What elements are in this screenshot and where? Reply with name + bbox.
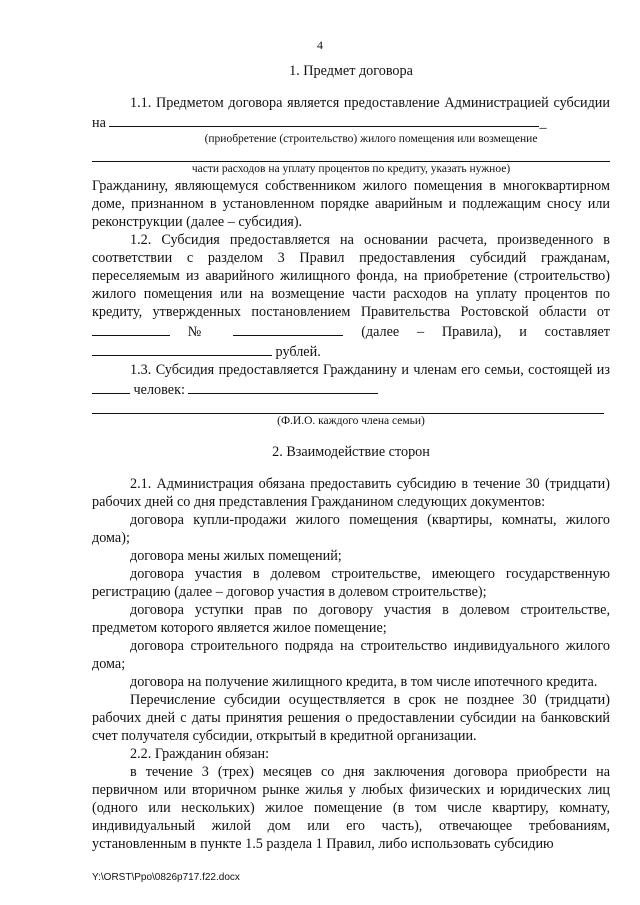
document-item-4: договора уступки прав по договору участия в долевом строительстве, предметом которого является жилое помещение;	[92, 602, 610, 636]
paragraph-2-1: 2.1. Администрация обязана предоставить субсидию в течение 30 (тридцати) рабочих дней со дня представления Гражданином следующих документов:	[92, 476, 610, 510]
family-members-blank-2	[92, 399, 604, 414]
paragraph-1-3: 1.3. Субсидия предоставляется Гражданину и членам его семьи, состоящей из человек:	[92, 361, 610, 399]
family-members-note: (Ф.И.О. каждого члена семьи)	[277, 415, 425, 427]
document-item-2: договора мены жилых помещений;	[130, 548, 342, 564]
paragraph-1-2: 1.2. Субсидия предоставляется на основании расчета, произведенного в соответствии с разделом 3 Правил предоставления субсидий гражданам, переселяемым из аварийного жилищного фонда, на приобретение (строительство) жилого помещения или на возмещение части расходов на уплату процентов по кредиту, утвержденных постановлением Правительства Ростовской области от № (далее – Правила), и составляет рублей.	[92, 232, 611, 360]
purpose-blank-line	[92, 147, 610, 162]
document-body	[92, 62, 610, 853]
file-path-footer: Y:\ORST\Ppo\0826p717.f22.docx	[92, 872, 240, 883]
document-item-5: договора строительного подряда на строительство индивидуального жилого дома;	[92, 638, 610, 672]
section1-heading: 1. Предмет договора	[289, 63, 413, 79]
document-item-3: договора участия в долевом строительстве, имеющего государственную регистрацию (далее – договор участия в долевом строительстве);	[92, 566, 610, 600]
document-item-1: договора купли-продажи жилого помещения (квартиры, комнаты, жилого дома);	[92, 512, 610, 546]
paragraph-1-1: 1.1. Предметом договора является предоставление Администрацией субсидии на _	[92, 95, 610, 131]
paragraph-1-1-start: 1.1. Предметом договора является предоставление Администрацией субсидии на	[92, 95, 610, 131]
paragraph-1-1-end: Гражданину, являющемуся собственником жилого помещения в многоквартирном доме, признанном в установленном порядке аварийным и подлежащим сносу или реконструкции (далее – субсидия).	[92, 178, 610, 230]
paragraph-2-2: 2.2. Гражданин обязан:	[130, 746, 270, 762]
paragraph-2-2-text: в течение 3 (трех) месяцев со дня заключения договора приобрести на первичном или вторичном рынке жилья у любых физических и юридических лиц (одного или нескольких) жилое помещение (в том числе квартиру, комнату, индивидуальный жилой дом или его часть), отвечающее требованиям, установленным в пункте 1.5 раздела 1 Правил, либо использовать субсидию	[92, 764, 610, 852]
resolution-date-blank	[92, 321, 170, 336]
purpose-note-1: (приобретение (строительство) жилого помещения или возмещение	[204, 133, 538, 145]
page-number: 4	[317, 38, 323, 52]
purpose-note-2: части расходов на уплату процентов по кредиту, указать нужное)	[191, 163, 511, 175]
section2-heading: 2. Взаимодействие сторон	[272, 444, 430, 460]
subsidy-purpose-blank	[109, 112, 539, 127]
family-size-blank	[92, 379, 130, 394]
transfer-paragraph: Перечисление субсидии осуществляется в срок не позднее 30 (тридцати) рабочих дней с даты принятия решения о предоставлении субсидии на банковский счет получателя субсидии, открытый в кредитной организации.	[92, 692, 610, 744]
family-members-blank-1	[188, 379, 378, 394]
subsidy-amount-blank	[92, 341, 272, 356]
document-item-6: договора на получение жилищного кредита, в том числе ипотечного кредита.	[130, 674, 598, 690]
resolution-number-blank	[233, 321, 343, 336]
